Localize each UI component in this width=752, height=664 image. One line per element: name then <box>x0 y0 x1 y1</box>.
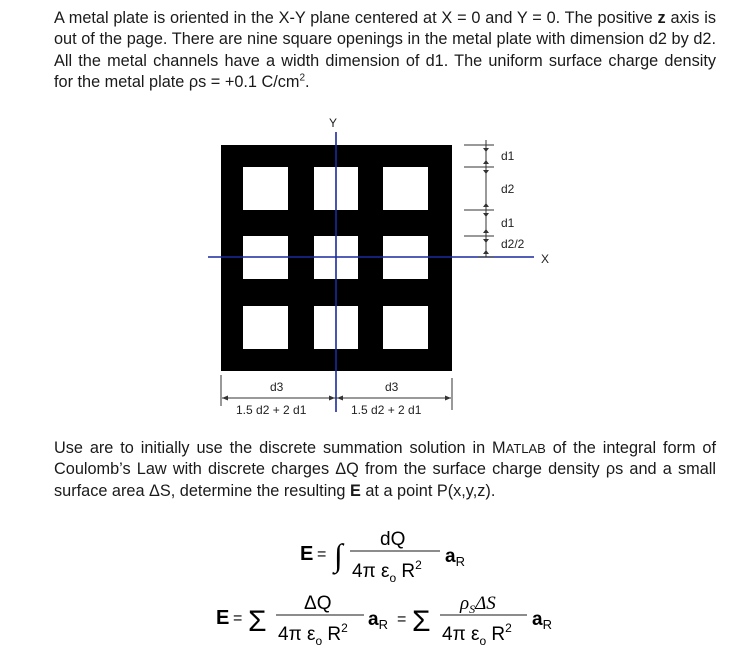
dim-d1-top: d1 <box>501 149 515 163</box>
eq2-numerator-2: $\rho_S\Delta S$ <box>460 593 496 616</box>
eq1-numerator: dQ <box>380 529 406 550</box>
intro-text-3: = +0.1 C/cm <box>206 72 300 91</box>
eq2-numerator: ΔQ <box>304 593 332 614</box>
eq2-unit-vector: $a_R$ <box>368 609 388 632</box>
bold-e: E <box>349 481 361 500</box>
eq1-unit-vector: $a_R$ <box>445 546 465 569</box>
x-axis-label: X <box>541 252 550 266</box>
eq1-equals: = <box>317 546 327 563</box>
eq2-unit-vector-2: $a_R$ <box>532 609 552 632</box>
eq2-lhs: E <box>216 607 230 629</box>
instruction-text-3: and a small surface area ΔS, determine the resulting <box>54 460 716 500</box>
dim-expr-right: 1.5 d2 + 2 d1 <box>351 403 422 417</box>
dim-expr-left: 1.5 d2 + 2 d1 <box>236 403 307 417</box>
intro-text-2: axis is out of the page. There are nine square openings in the metal plate with dimension d2 by d2. All the metal channels have a width dimension of d1. The uniform surface charge density for the metal plate <box>54 9 716 91</box>
dim-d2-half: d2/2 <box>501 237 525 251</box>
equation-integral <box>300 529 465 585</box>
dim-d3-right: d3 <box>385 380 399 394</box>
sum-sign-2: Σ <box>412 605 431 638</box>
rho-s-symbol-2: ρs <box>605 460 624 479</box>
eq2-equals-2: = <box>397 611 407 628</box>
eq2-denominator: 4π $\varepsilon_o$ $R^2$ <box>278 621 348 648</box>
eq2-equals: = <box>233 610 243 627</box>
matlab-smallcaps: ATLAB <box>505 441 546 456</box>
eq1-lhs: E <box>300 543 314 565</box>
intro-text-end: . <box>305 72 310 91</box>
rho-s-symbol: ρs <box>188 72 207 91</box>
instruction-text-1: Use are to initially use the discrete summation solution in M <box>54 439 506 457</box>
intro-z-bold: z <box>657 9 666 27</box>
eq2-denominator-2: 4π $\varepsilon_o$ $R^2$ <box>442 621 512 648</box>
dim-d1-mid: d1 <box>501 216 515 230</box>
y-axis-label: Y <box>329 116 338 130</box>
dim-d3-left: d3 <box>270 380 284 394</box>
instruction-text-2: of the integral form of Coulomb’s Law with discrete charges ΔQ from the surface charge density <box>54 439 717 479</box>
intro-text-1: A metal plate is oriented in the X-Y plane centered at X = 0 and Y = 0. The positive <box>54 9 658 27</box>
eq1-denominator: 4π $\varepsilon_o$ $R^2$ <box>352 558 422 585</box>
integral-sign: ∫ <box>334 537 343 573</box>
sum-sign-1: Σ <box>248 605 267 638</box>
equation-summation <box>216 593 552 648</box>
instruction-text-4: at a point P(x,y,z). <box>360 481 496 500</box>
intro-superscript: 2 <box>299 72 306 84</box>
dim-d2: d2 <box>501 182 515 196</box>
